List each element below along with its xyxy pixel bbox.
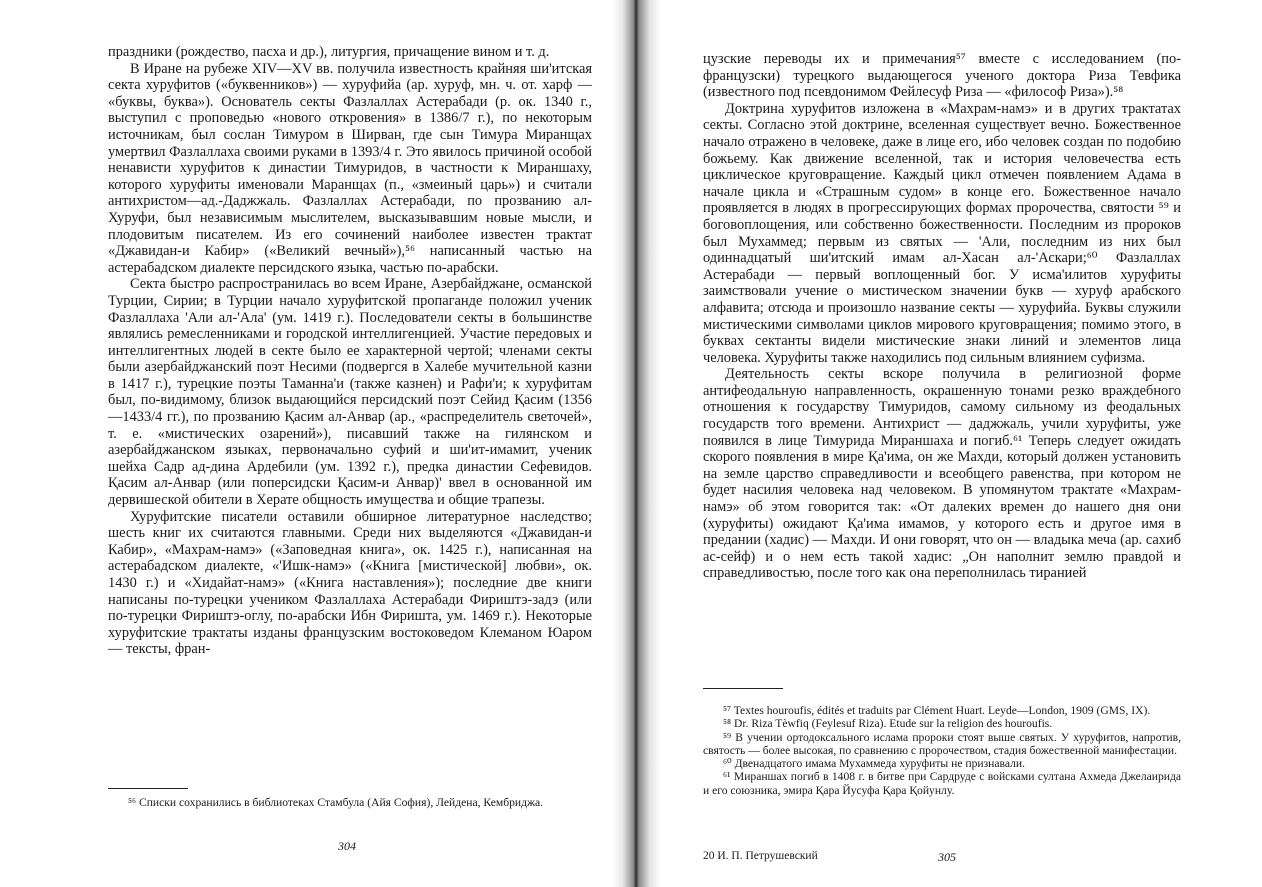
left-page-body: [108, 44, 592, 658]
right-page-body: [703, 51, 1181, 582]
right-paragraph-3: Деятельность секты вскоре получила в религиозной форме антифеодальную направленность, окрашенную тонами резко враждебного отношения к государству Тимуридов, самому сильному из феодальных государств того времени. Антихрист — даджжаль, учили хуруфиты, уже появился в лице Тимурида Мираншаха и погиб.⁶¹ Теперь следует ожидать скорого появления в мире Қа'има, он же Махди, который должен установить на земле царство справедливости и всеобщего равенства, при котором не будет насилия человека над человеком. В упомянутом трактате «Махрам-намэ» об этом говорится так: «От далеких времен до нашего дня они (хуруфиты) ожидают Қа'има имамов, у которого есть и другое имя в предании (хадис) — Махди. И они говорят, что он — владыка меча (ар. сахиб ас-сейф) и о нем есть такой хадис: „Он наполнит землю правдой и справедливостью, после того как она переполнилась тиранией: [703, 366, 1181, 582]
right-footnote-rule: [703, 688, 783, 689]
right-paragraph-2: Доктрина хуруфитов изложена в «Махрам-намэ» и в других трактатах секты. Согласно этой доктрине, вселенная существует вечно. Божественное начало отражено в человеке, даже в лице его, ибо человек создан по подобию божьему. Как движение вселенной, так и история человечества есть циклическое круговращение. Каждый цикл отмечен появлением Адама в начале цикла и «Страшным судом» в конце его. Божественное начало проявляется в людях в прогрессирующих формах пророчества, святости ⁵⁹ и боговоплощения, или собственно божественности. Последним из пророков был Мухаммед; первым из святых — 'Али, последним из них был одиннадцатый ши'итский имам ал-Хасан ал-'Аскари;⁶⁰ Фазлаллах Астерабади — первый воплощенный бог. У исма'илитов хуруфиты заимствовали учение о мистическом значении букв — хурyф арабского алфавита; отсюда и произошло название секты — хуруфийа. Буквы служили мистическими символами циклов мирового круговращения; помимо этого, в буквах сектанты видели мистические знаки линий и элементов лица человека. Хуруфиты также находились под сильным влиянием суфизма.: [703, 100, 1181, 366]
left-footnote-rule: [108, 788, 188, 789]
left-paragraph-2: В Иране на рубеже XIV—XV вв. получила известность крайняя ши'итская секта хуруфитов («буквенников») — хуруфийа (ар. хуруф, мн. ч. от. харф — «буквы, буква»). Основатель секты Фазлаллах Астерабади (р. ок. 1340 г., выступил с проповедью «нового откровения» в 1386/7 г.), по некоторым источникам, был сослан Тимуром в Ширван, где сын Тимура Миранщах умертвил Фазлаллаха своими руками в 1393/4 г. Это явилось причиной особой ненависти хуруфитов к династии Тимуридов, в частности к Мираншаху, которого хуруфиты именовали Маранщах (п., «змеиный царь») и считали антихристом—ад.-Даджжаль. Фазлаллах Астерабади, по прозванию ал-Хуруфи, был независимым мыслителем, высказывавшим новые мысли, и плодовитым писателем. Из его сочинений наиболее известен трактат «Джавидан-и Кабир» («Великий вечный»),⁵⁶ написанный частью на астерабадском диалекте персидского языка, частью по-арабски.: [108, 60, 592, 276]
footnote-58: ⁵⁸ Dr. Riza Tèwfiq (Feylesuf Riza). Etude sur la religion des houroufis.: [723, 717, 1053, 731]
footnote-61: ⁶¹ Мираншах погиб в 1408 г. в битве при Сардруде с войсками султана Ахмеда Джелаирида и его союзника, эмира Қара Йусуфа Қара Қойунлу.: [703, 770, 1181, 797]
left-footnotes: [108, 796, 592, 809]
left-paragraph-3: Секта быстро распространилась во всем Иране, Азербайджане, османской Турции, Сирии; в Турции начало хуруфитской пропаганде положил ученик Фазлаллаха 'Али ал-'Ала' (ум. 1419 г.). Последователи секты в большинстве являлись ремесленниками и городской интеллигенцией. Участие передовых и интеллигентных людей в секте было ее характерной чертой; членами секты были азербайджанский поэт Несими (подвергся в Халебе мучительной казни в 1417 г.), турецкие поэты Таманна'и (также казнен) и Рафи'и; к хуруфитам был, по-видимому, близок выдающийся персидский поэт Сейид Қасим (1356—1433/4 гг.), по прозванию Қасим ал-Анвар (ар., «распределитель светочей», т. е. «мистических озарений»), писавший также на гилянском и азербайджанском языках, первоначально суфий и ши'ит-имамит, ученик шейха Садр ад-дина Ардебили (ум. 1392 г.), предка династии Сефевидов. Қасим ал-Анвар (или поперсидски Қасим-и Анвар)' ввел в основанной им дервишеской обители в Херате общность имущества и общие трапезы.: [108, 276, 592, 509]
left-page: [0, 0, 628, 887]
footnote-57: ⁵⁷ Textes houroufis, édités et traduits par Clément Huart. Leyde—London, 1909 (GMS, IX).: [723, 704, 1151, 717]
footnote-60: ⁶⁰ Двенадцатого имама Мухаммеда хуруфиты не признавали.: [723, 757, 1025, 771]
footnote-56: ⁵⁶ Списки сохранились в библиотеках Стамбула (Айя София), Лейдена, Кембриджа.: [128, 796, 544, 809]
right-footnotes: [703, 704, 1181, 797]
footnote-59: ⁵⁹ В учении ортодоксального ислама пророки стоят выше святых. У хуруфитов, напротив, святость — более высокая, по сравнению с пророчеством, стадия божественной манифестации.: [703, 730, 1181, 757]
left-page-number: 304: [338, 839, 356, 853]
right-page: [640, 0, 1262, 887]
right-paragraph-1: цузские переводы их и примечания⁵⁷ вместе с исследованием (по-французски) турецкого выдающегося ученого доктора Риза Тевфика (известного под псевдонимом Фейлесуф Риза — «философ Риза»).⁵⁸: [703, 51, 1181, 101]
left-paragraph-1: праздники (рождество, пасха и др.), литургия, причащение вином и т. д.: [108, 44, 550, 60]
right-page-number: 305: [938, 850, 956, 864]
left-paragraph-4: Хуруфитские писатели оставили обширное литературное наследство; шесть книг их считаются главными. Среди них выделяются «Джавидан-и Кабир», «Махрам-намэ» («Заповедная книга», ок. 1425 г.), написанная на астерабадском диалекте, «'Ишк-намэ» («Книга [мистической] любви», ок. 1430 г.) и «Хидайат-намэ» («Книга наставления»); последние две книги написаны по-турецки учеником Фазлаллаха Астерабади Фириштэ-задэ (или по-турецки Фириштэ-оглу, по-арабски Ибн Фириштa, ум. 1469 г.). Некоторые хуруфитские трактаты изданы французским востоковедом Клеманом Юаром — тексты, фран-: [108, 508, 592, 658]
printer-signature: 20 И. П. Петрушевский: [703, 850, 818, 862]
